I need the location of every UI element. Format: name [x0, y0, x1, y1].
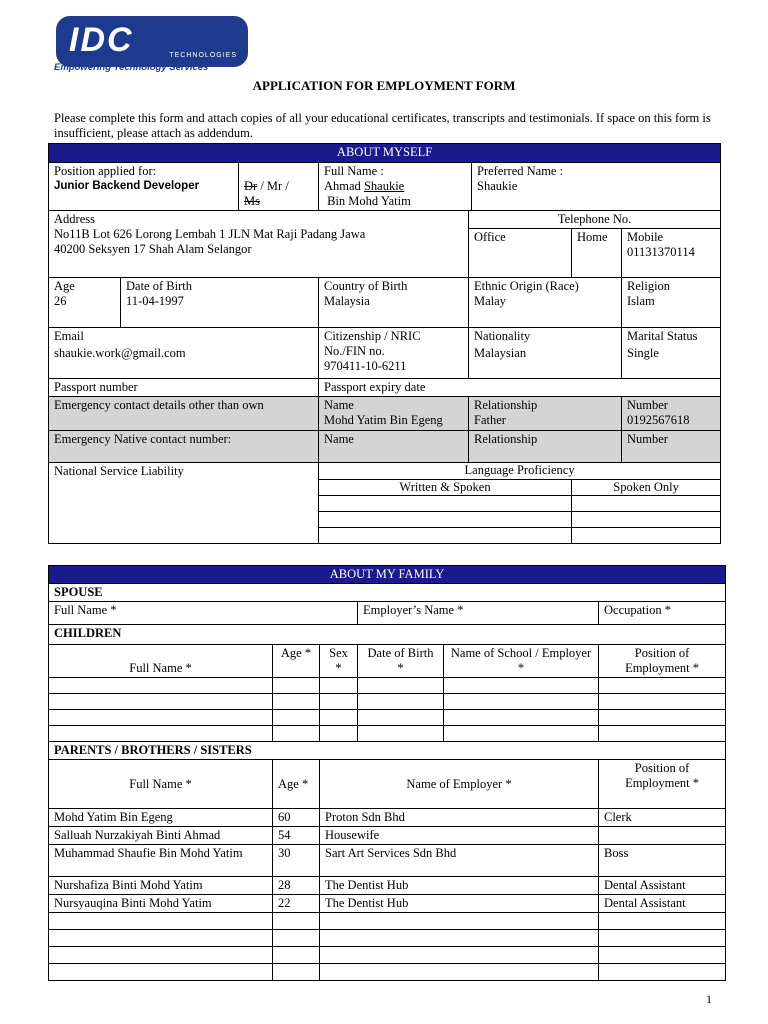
title-dr[interactable]: Dr — [244, 179, 258, 193]
citizenship-value: 970411-10-6211 — [324, 359, 407, 373]
parent-row-9-position[interactable] — [599, 964, 726, 981]
religion-label: Religion — [627, 279, 671, 293]
child-row-3-dob[interactable] — [358, 710, 444, 726]
nationality-cell[interactable] — [469, 328, 622, 379]
child-row-3-school[interactable] — [444, 710, 599, 726]
child-row-2-sex[interactable] — [320, 694, 358, 710]
parent-row-3-age[interactable]: 30 — [273, 845, 320, 877]
language-written-row-3[interactable] — [319, 528, 572, 544]
parents-col-full-name: Full Name * — [49, 760, 273, 809]
section-heading-about-myself: ABOUT MYSELF — [49, 144, 721, 163]
ethnic-origin-cell[interactable] — [469, 278, 622, 328]
full-name-part2: Shaukie — [363, 179, 405, 193]
passport-number-cell[interactable] — [49, 379, 319, 397]
spouse-full-name-cell[interactable] — [49, 602, 358, 625]
child-row-4-name[interactable] — [49, 726, 273, 742]
company-logo — [56, 16, 248, 67]
parent-row-1-name[interactable]: Mohd Yatim Bin Egeng — [49, 809, 273, 827]
home-phone-cell[interactable] — [572, 229, 622, 278]
position-label: Position applied for: — [54, 164, 157, 178]
preferred-name-value: Shaukie — [477, 179, 518, 193]
child-row-1-age[interactable] — [273, 678, 320, 694]
address-line2: 40200 Seksyen 17 Shah Alam Selangor — [54, 242, 252, 256]
child-row-1-school[interactable] — [444, 678, 599, 694]
position-value: Junior Backend Developer — [54, 180, 200, 192]
children-heading: CHILDREN — [49, 625, 726, 645]
age-cell[interactable] — [49, 278, 121, 328]
child-row-1-sex[interactable] — [320, 678, 358, 694]
country-of-birth-cell[interactable] — [319, 278, 469, 328]
position-applied-cell[interactable] — [49, 163, 239, 211]
parent-row-1-age[interactable]: 60 — [273, 809, 320, 827]
native-contact-label: Emergency Native contact number: — [49, 431, 319, 463]
parent-row-9-employer[interactable] — [320, 964, 599, 981]
dob-value: 11-04-1997 — [126, 294, 184, 308]
child-row-2-age[interactable] — [273, 694, 320, 710]
parent-row-4-age[interactable]: 28 — [273, 877, 320, 895]
emergency-number-label: Number — [627, 398, 668, 412]
child-row-3-age[interactable] — [273, 710, 320, 726]
full-name-cell[interactable] — [319, 163, 472, 211]
language-proficiency-label: Language Proficiency — [319, 463, 721, 480]
children-col-school: Name of School / Employer * — [444, 645, 599, 678]
email-cell[interactable] — [49, 328, 319, 379]
parent-row-3-name[interactable]: Muhammad Shaufie Bin Mohd Yatim — [49, 845, 273, 877]
emergency-relationship-cell[interactable] — [469, 397, 622, 431]
parent-row-4-employer[interactable]: The Dentist Hub — [320, 877, 599, 895]
address-line1: No11B Lot 626 Lorong Lembah 1 JLN Mat Raji Padang Jawa — [54, 227, 366, 241]
preferred-name-cell[interactable] — [472, 163, 721, 211]
citizenship-label2: No./FIN no. — [324, 344, 385, 358]
parent-row-2-employer[interactable]: Housewife — [320, 827, 599, 845]
intro-text: Please complete this form and attach copies of all your educational certificates, transcripts and testimonials. If space on this form is insufficient, please attach as addendum. — [54, 111, 711, 140]
full-name-part1: Ahmad — [324, 179, 364, 193]
mobile-value: 01131370114 — [627, 245, 695, 259]
spouse-employer-label: Employer’s Name * — [363, 603, 464, 617]
parent-row-2-name[interactable]: Salluah Nurzakiyah Binti Ahmad — [49, 827, 273, 845]
passport-label: Passport number — [54, 380, 138, 394]
children-col-full-name: Full Name * — [49, 645, 273, 678]
child-row-3-position[interactable] — [599, 710, 726, 726]
parent-row-2-position[interactable] — [599, 827, 726, 845]
emergency-relationship-value: Father — [474, 413, 506, 427]
parent-row-5-age[interactable]: 22 — [273, 895, 320, 913]
marital-label: Marital Status — [627, 329, 698, 343]
parent-row-8-age[interactable] — [273, 947, 320, 964]
cob-value: Malaysia — [324, 294, 370, 308]
parent-row-8-position[interactable] — [599, 947, 726, 964]
parent-row-6-position[interactable] — [599, 913, 726, 930]
parent-row-7-age[interactable] — [273, 930, 320, 947]
child-row-2-position[interactable] — [599, 694, 726, 710]
parent-row-2-age[interactable]: 54 — [273, 827, 320, 845]
parent-row-6-name[interactable] — [49, 913, 273, 930]
parents-col-position: Position of Employment * — [599, 760, 726, 809]
logo-tagline: Empowering Technology Services — [54, 62, 209, 73]
page-title: APPLICATION FOR EMPLOYMENT FORM — [252, 78, 516, 93]
child-row-1-dob[interactable] — [358, 678, 444, 694]
child-row-4-sex[interactable] — [320, 726, 358, 742]
child-row-1-name[interactable] — [49, 678, 273, 694]
emergency-number-value: 0192567618 — [627, 413, 690, 427]
parents-heading: PARENTS / BROTHERS / SISTERS — [49, 742, 726, 760]
parent-row-4-position[interactable]: Dental Assistant — [599, 877, 726, 895]
spoken-only-label: Spoken Only — [572, 480, 721, 496]
parents-col-employer: Name of Employer * — [320, 760, 599, 809]
passport-expiry-cell[interactable] — [319, 379, 721, 397]
child-row-2-name[interactable] — [49, 694, 273, 710]
parent-row-4-name[interactable]: Nurshafiza Binti Mohd Yatim — [49, 877, 273, 895]
logo-subtext: TECHNOLOGIES — [169, 52, 237, 59]
parent-row-9-name[interactable] — [49, 964, 273, 981]
nationality-label: Nationality — [474, 329, 531, 343]
spouse-heading: SPOUSE — [49, 584, 726, 602]
email-value: shaukie.work@gmail.com — [54, 346, 186, 360]
ethnic-label: Ethnic Origin (Race) — [474, 279, 579, 293]
preferred-name-label: Preferred Name : — [477, 164, 564, 178]
emergency-contact-label: Emergency contact details other than own — [49, 397, 319, 431]
child-row-4-school[interactable] — [444, 726, 599, 742]
religion-value: Islam — [627, 294, 655, 308]
parent-row-1-employer[interactable]: Proton Sdn Bhd — [320, 809, 599, 827]
native-name-label: Name — [324, 432, 354, 446]
full-name-label: Full Name : — [324, 164, 384, 178]
mobile-label: Mobile — [627, 230, 664, 244]
language-spoken-row-2[interactable] — [572, 512, 721, 528]
child-row-1-position[interactable] — [599, 678, 726, 694]
parent-row-3-employer[interactable]: Sart Art Services Sdn Bhd — [320, 845, 599, 877]
logo-text: IDC — [69, 21, 134, 59]
parent-row-5-employer[interactable]: The Dentist Hub — [320, 895, 599, 913]
child-row-4-position[interactable] — [599, 726, 726, 742]
spouse-occupation-label: Occupation * — [604, 603, 671, 617]
office-phone-cell[interactable] — [469, 229, 572, 278]
telephone-label: Telephone No. — [469, 211, 721, 229]
cob-label: Country of Birth — [324, 279, 408, 293]
dob-label: Date of Birth — [126, 279, 192, 293]
passport-expiry-label: Passport expiry date — [324, 380, 426, 394]
email-label: Email — [54, 329, 84, 343]
child-row-2-dob[interactable] — [358, 694, 444, 710]
child-row-2-school[interactable] — [444, 694, 599, 710]
parent-row-1-position[interactable]: Clerk — [599, 809, 726, 827]
citizenship-cell[interactable] — [319, 328, 469, 379]
child-row-4-age[interactable] — [273, 726, 320, 742]
spouse-full-name-label: Full Name * — [54, 603, 117, 617]
title-ms[interactable]: Ms — [244, 194, 260, 208]
mobile-phone-cell[interactable] — [622, 229, 721, 278]
national-service-label: National Service Liability — [54, 464, 184, 478]
age-label: Age — [54, 279, 75, 293]
language-spoken-row-3[interactable] — [572, 528, 721, 544]
parent-row-8-employer[interactable] — [320, 947, 599, 964]
parent-row-6-age[interactable] — [273, 913, 320, 930]
parent-row-5-position[interactable]: Dental Assistant — [599, 895, 726, 913]
dob-cell[interactable] — [121, 278, 319, 328]
office-label: Office — [474, 230, 506, 244]
address-cell[interactable] — [49, 211, 469, 278]
nationality-value: Malaysian — [474, 346, 527, 360]
written-spoken-label: Written & Spoken — [319, 480, 572, 496]
spouse-occupation-cell[interactable] — [599, 602, 726, 625]
native-name-cell[interactable] — [319, 431, 469, 463]
native-number-cell[interactable] — [622, 431, 721, 463]
parent-row-6-employer[interactable] — [320, 913, 599, 930]
marital-value: Single — [627, 346, 659, 360]
parent-row-7-employer[interactable] — [320, 930, 599, 947]
section-heading-about-family: ABOUT MY FAMILY — [49, 566, 726, 584]
native-relationship-label: Relationship — [474, 432, 538, 446]
spouse-employer-cell[interactable] — [358, 602, 599, 625]
parent-row-9-age[interactable] — [273, 964, 320, 981]
parents-col-age: Age * — [273, 760, 320, 809]
emergency-number-cell[interactable] — [622, 397, 721, 431]
page-number: 1 — [706, 992, 712, 1006]
child-row-3-sex[interactable] — [320, 710, 358, 726]
title-mr[interactable]: / Mr / — [257, 179, 289, 193]
title-select-cell[interactable] — [239, 163, 319, 211]
parent-row-5-name[interactable]: Nursyauqina Binti Mohd Yatim — [49, 895, 273, 913]
marital-status-cell[interactable] — [622, 328, 721, 379]
parent-row-7-position[interactable] — [599, 930, 726, 947]
emergency-relationship-label: Relationship — [474, 398, 538, 412]
emergency-name-label: Name — [324, 398, 354, 412]
language-written-row-1[interactable] — [319, 496, 572, 512]
native-relationship-cell[interactable] — [469, 431, 622, 463]
address-label: Address — [54, 212, 95, 226]
native-number-label: Number — [627, 432, 668, 446]
about-myself-table — [48, 143, 721, 544]
about-family-table — [48, 565, 726, 981]
full-name-part3: Bin Mohd Yatim — [324, 194, 411, 208]
parent-row-7-name[interactable] — [49, 930, 273, 947]
child-row-3-name[interactable] — [49, 710, 273, 726]
parent-row-8-name[interactable] — [49, 947, 273, 964]
national-service-cell[interactable] — [49, 463, 319, 544]
children-col-position: Position of Employment * — [599, 645, 726, 678]
home-label: Home — [577, 230, 608, 244]
children-col-age: Age * — [273, 645, 320, 678]
parent-row-3-position[interactable]: Boss — [599, 845, 726, 877]
citizenship-label1: Citizenship / NRIC — [324, 329, 421, 343]
emergency-name-cell[interactable] — [319, 397, 469, 431]
language-spoken-row-1[interactable] — [572, 496, 721, 512]
language-written-row-2[interactable] — [319, 512, 572, 528]
emergency-name-value: Mohd Yatim Bin Egeng — [324, 413, 443, 427]
child-row-4-dob[interactable] — [358, 726, 444, 742]
children-col-sex: Sex * — [320, 645, 358, 678]
children-col-dob: Date of Birth * — [358, 645, 444, 678]
age-value: 26 — [54, 294, 67, 308]
religion-cell[interactable] — [622, 278, 721, 328]
ethnic-value: Malay — [474, 294, 506, 308]
